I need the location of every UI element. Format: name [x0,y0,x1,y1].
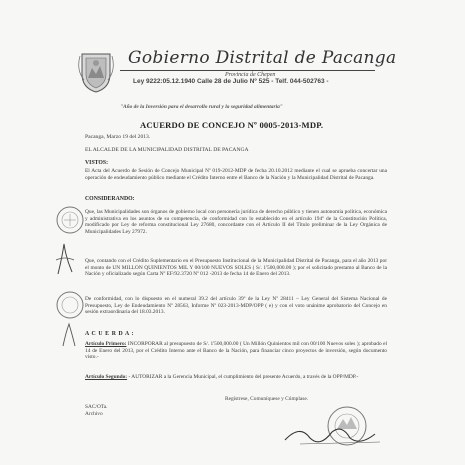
authority-line: EL ALCALDE DE LA MUNICIPALIDAD DISTRITAL DE PACANGA [85,147,249,153]
copy-initials: SAC/OTa. [85,404,108,410]
acuerda-heading: A C U E R D A : [85,331,135,337]
vistos-paragraph: El Acta del Acuerdo de Sesión de Concejo Municipal Nº 019-2012-MDP de fecha 20.10.2012 mediante el cual se aprueba concertar una operación de endeudamiento público mediante el Crédito Interno entre el Banco de la Nación y la Municipalidad Distrital de Pacanga. [85,168,387,181]
signature-mark-icon [60,320,78,350]
considerando-paragraph-3: De conformidad, con lo dispuesto en el numeral 39.2 del artículo 39º de la Ley Nº 28411 – Ley General del Sistema Nacional de Presupuesto, Ley de Endeudamiento Nº 28563, Informe Nº 023-2013-MDP/OPP ( e) y con el voto unánime aprobatorio del Concejo en sesión extraordinaria del 18.03.2013. [85,296,387,316]
document-title: ACUERDO DE CONCEJO Nº 0005-2013-MDP. [140,120,324,130]
considerando-paragraph-2: Que, contando con el Crédito Suplementario en el Presupuesto Institucional de la Municipalidad Distrital de Pacanga, para el año 2013 por el monto de UN MILLON QUINIENTOS MIL Y 00/100 NUEVOS SOLES ( S/. 1'500,000.00 ); por el solicitado prestamo al Banco de la Nación y oficializado según Carta Nº EF/92.3720 Nº 012 -2013 de fecha 14 de Enero del 2013. [85,258,387,278]
date-line: Pacanga, Marzo 19 del 2013. [85,134,151,140]
province-name: Provincia de Chepen [225,72,276,78]
round-stamp-icon [55,290,85,320]
header-divider [120,70,375,71]
institution-name: Gobierno Distrital de Pacanga [128,48,397,68]
mayor-signature-icon [280,420,390,450]
article-one-text: INCORPORAR al presupuesto de S/. 1'500,000.00 ( Un Millón Quinientos mil con 00/100 Nuevos soles ); aprobado el 14 de Enero del 2013, por el Crédito Interno ante el Banco de la Nación, para financiar cinco proyectos de inversión, según documento visto.- [85,341,387,361]
institution-address: Ley 9222:05.12.1940 Calle 28 de Julio Nº 525 - Telf. 044-502763 - [133,78,329,85]
article-two [85,374,387,381]
article-one [85,341,387,361]
article-two-label: Artículo Segundo: [85,374,128,380]
copy-archive: Archivo [85,411,103,417]
article-two-text: - AUTORIZAR a la Gerencia Municipal, el cumplimiento del presente Acuerdo, a través de la OPP/MDP.- [128,374,359,380]
year-slogan: "Año de la Inversión para el desarrollo rural y la seguridad alimentaria" [120,104,283,110]
coat-of-arms-icon [78,50,114,94]
closing-formula: Regístrese, Comuníquese y Cúmplase. [225,396,309,402]
article-one-label: Artículo Primero: [85,341,127,347]
considerando-heading: CONSIDERANDO: [85,196,135,202]
signature-mark-icon [54,238,76,278]
round-stamp-icon [55,205,85,235]
vistos-heading: VISTOS: [85,160,109,166]
considerando-paragraph-1: Que, las Municipalidades son órganos de gobierno local con personería jurídica de derecho público y tienen autonomía política, económica y administrativa en los asuntos de su competencia, de conformidad con lo establecido en el artículo 194º de la Constitución Política, modificado por Ley de reforma constitucional Ley 27680, concordante con el Artículo II del Título preliminar de la Ley Orgánica de Municipalidades Ley 27972. [85,209,387,236]
